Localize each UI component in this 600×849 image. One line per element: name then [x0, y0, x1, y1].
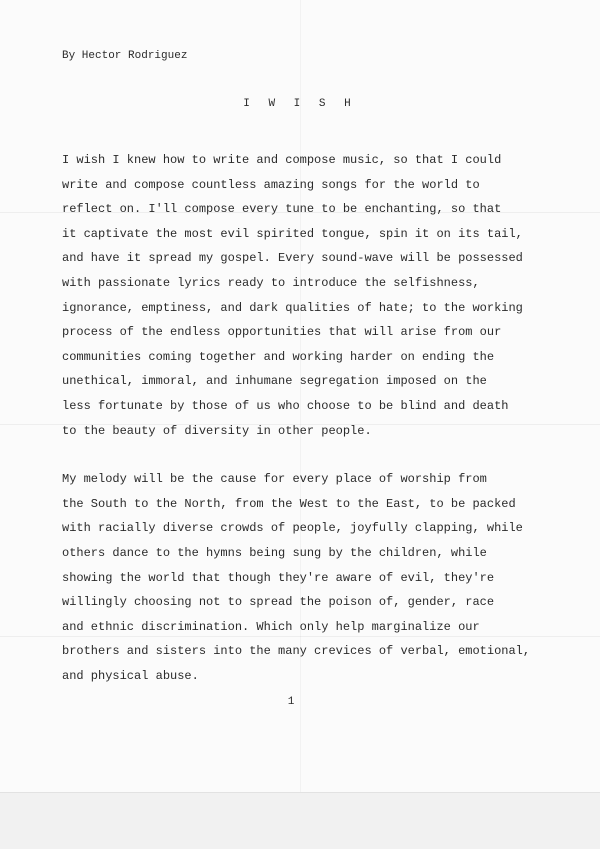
author-byline: By Hector Rodriguez	[62, 50, 188, 62]
scan-bottom-edge	[0, 792, 600, 849]
text-line: and physical abuse.	[62, 668, 199, 683]
text-line: brothers and sisters into the many crevices of verbal, emotional,	[62, 644, 531, 659]
text-line: reflect on. I'll compose every tune to be enchanting, so that	[62, 202, 502, 217]
text-line: process of the endless opportunities that will arise from our	[62, 325, 502, 340]
text-line: others dance to the hymns being sung by the children, while	[62, 545, 487, 560]
text-line: and ethnic discrimination. Which only help marginalize our	[62, 619, 480, 634]
paragraph-gap	[62, 443, 582, 467]
text-line: to the beauty of diversity in other people.	[62, 423, 372, 438]
text-line: I wish I knew how to write and compose music, so that I could	[62, 153, 502, 167]
text-line: with racially diverse crowds of people, joyfully clapping, while	[62, 521, 523, 536]
text-line: willingly choosing not to spread the poison of, gender, race	[62, 595, 495, 610]
text-line: communities coming together and working harder on ending the	[62, 349, 495, 364]
document-title: I W I S H	[243, 98, 357, 110]
text-line: with passionate lyrics ready to introduce the selfishness,	[62, 275, 480, 290]
text-line: showing the world that though they're aware of evil, they're	[62, 570, 495, 585]
paragraph	[62, 148, 582, 443]
text-line: My melody will be the cause for every place of worship from	[62, 472, 487, 487]
text-line: it captivate the most evil spirited tongue, spin it on its tail,	[62, 226, 523, 241]
text-line: less fortunate by those of us who choose to be blind and death	[62, 398, 509, 413]
text-line: the South to the North, from the West to the East, to be packed	[62, 496, 516, 511]
text-line: ignorance, emptiness, and dark qualities of hate; to the working	[62, 300, 523, 315]
text-line: write and compose countless amazing songs for the world to	[62, 177, 480, 192]
page-number: 1	[287, 696, 295, 708]
paragraph	[62, 467, 582, 688]
text-line: and have it spread my gospel. Every sound-wave will be possessed	[62, 251, 523, 266]
body-text	[62, 148, 582, 688]
text-line: unethical, immoral, and inhumane segregation imposed on the	[62, 374, 487, 389]
